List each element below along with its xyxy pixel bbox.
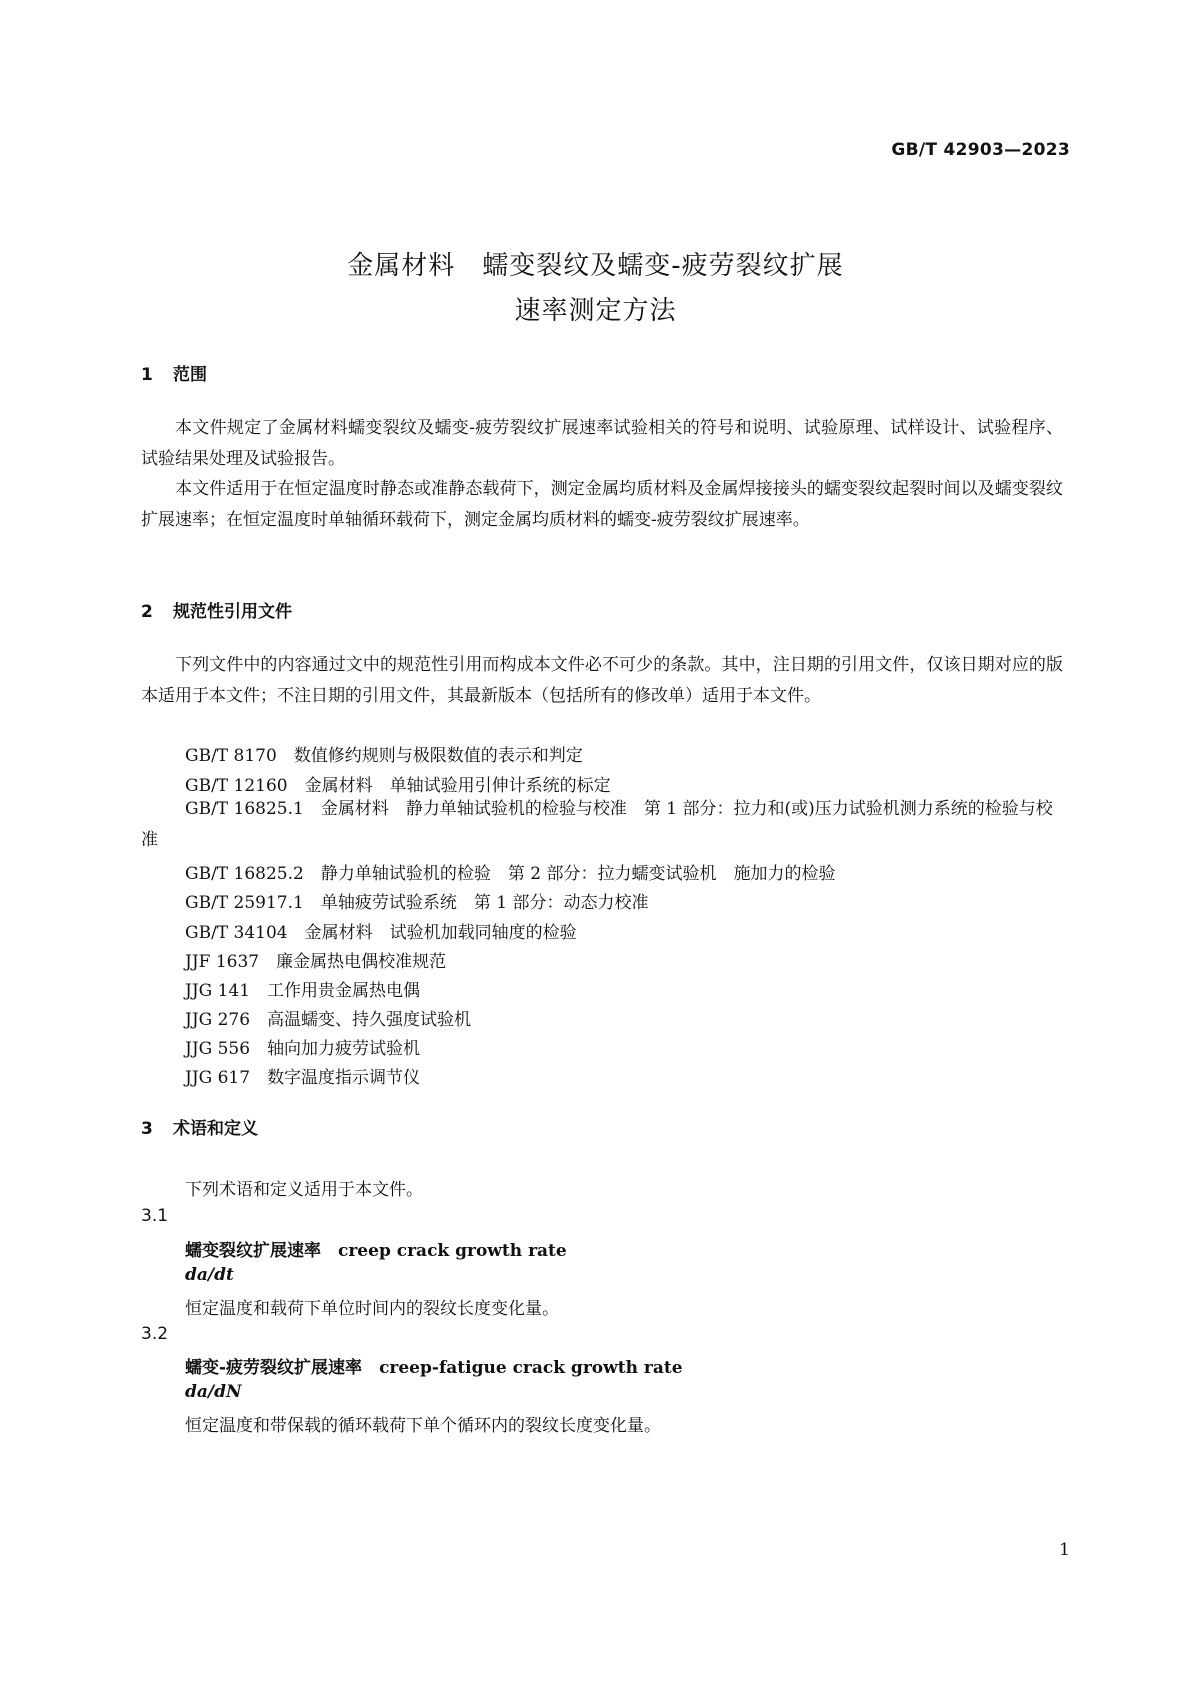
section-2-intro: 下列文件中的内容通过文中的规范性引用而构成本文件必不可少的条款。其中，注日期的引用文件，仅该日期对应的版本适用于本文件；不注日期的引用文件，其最新版本（包括所有的修改单）适用于本文件。 bbox=[141, 655, 1063, 706]
reference-title: 轴向加力疲劳试验机 bbox=[267, 1039, 421, 1059]
document-title-line-2: 速率测定方法 bbox=[514, 296, 677, 326]
reference-code: GB/T 25917.1 bbox=[185, 893, 304, 913]
reference-code: GB/T 8170 bbox=[185, 746, 277, 766]
term-symbol: da/dN bbox=[185, 1382, 242, 1402]
reference-item bbox=[185, 918, 577, 943]
reference-title: 金属材料 试验机加载同轴度的检验 bbox=[304, 923, 577, 943]
reference-code: JJG 556 bbox=[185, 1039, 251, 1059]
reference-title: 工作用贵金属热电偶 bbox=[267, 981, 421, 1001]
term-name-zh: 蠕变裂纹扩展速率 bbox=[185, 1241, 321, 1261]
section-number: 3 bbox=[141, 1119, 153, 1139]
reference-code: JJF 1637 bbox=[185, 952, 260, 972]
reference-code: JJG 617 bbox=[185, 1068, 251, 1088]
section-1-heading bbox=[141, 360, 207, 385]
term-definition: 恒定温度和带保载的循环载荷下单个循环内的裂纹长度变化量。 bbox=[185, 1416, 661, 1436]
reference-title: 金属材料 单轴试验用引伸计系统的标定 bbox=[304, 776, 611, 796]
term-name-en: creep crack growth rate bbox=[338, 1241, 567, 1261]
term-definition: 恒定温度和载荷下单位时间内的裂纹长度变化量。 bbox=[185, 1299, 559, 1319]
reference-title: 单轴疲劳试验系统 第 1 部分：动态力校准 bbox=[320, 893, 649, 913]
reference-code: GB/T 34104 bbox=[185, 923, 288, 943]
reference-item bbox=[141, 794, 1063, 855]
standard-number: GB/T 42903—2023 bbox=[891, 140, 1070, 160]
reference-code: GB/T 12160 bbox=[185, 776, 288, 796]
reference-item bbox=[185, 741, 583, 766]
term-name-zh: 蠕变-疲劳裂纹扩展速率 bbox=[185, 1358, 363, 1378]
reference-item bbox=[185, 888, 648, 913]
reference-title: 廉金属热电偶校准规范 bbox=[276, 952, 447, 972]
reference-item bbox=[185, 1034, 420, 1059]
section-title: 范围 bbox=[173, 365, 207, 385]
section-2-heading bbox=[141, 597, 292, 622]
section-title: 术语和定义 bbox=[173, 1119, 258, 1139]
reference-item bbox=[185, 771, 611, 796]
reference-item bbox=[185, 1063, 420, 1088]
reference-code: JJG 141 bbox=[185, 981, 251, 1001]
section-1-paragraph-2: 本文件适用于在恒定温度时静态或准静态载荷下，测定金属均质材料及金属焊接接头的蠕变裂纹起裂时间以及蠕变裂纹扩展速率；在恒定温度时单轴循环载荷下，测定金属均质材料的蠕变-疲劳裂纹扩展速率。 bbox=[141, 479, 1063, 530]
term-name bbox=[185, 1236, 567, 1261]
term-number: 3.1 bbox=[141, 1206, 169, 1226]
reference-item bbox=[185, 1005, 471, 1030]
section-number: 2 bbox=[141, 602, 153, 622]
reference-code: GB/T 16825.2 bbox=[185, 864, 304, 884]
reference-item bbox=[185, 947, 446, 972]
reference-title: 数字温度指示调节仪 bbox=[267, 1068, 421, 1088]
reference-code: GB/T 16825.1 bbox=[185, 799, 304, 819]
reference-item bbox=[185, 859, 835, 884]
term-name-en: creep-fatigue crack growth rate bbox=[379, 1358, 683, 1378]
term-name bbox=[185, 1353, 683, 1378]
reference-title: 数值修约规则与极限数值的表示和判定 bbox=[293, 746, 583, 766]
reference-code: JJG 276 bbox=[185, 1010, 251, 1030]
document-title-line-1: 金属材料 蠕变裂纹及蠕变-疲劳裂纹扩展 bbox=[347, 251, 844, 281]
term-number: 3.2 bbox=[141, 1324, 169, 1344]
reference-title: 金属材料 静力单轴试验机的检验与校准 第 1 部分：拉力和(或)压力试验机测力系统的检验与校准 bbox=[141, 799, 1053, 850]
section-number: 1 bbox=[141, 365, 153, 385]
section-3-intro: 下列术语和定义适用于本文件。 bbox=[185, 1180, 423, 1200]
page-number: 1 bbox=[1059, 1540, 1070, 1560]
term-symbol: da/dt bbox=[185, 1265, 234, 1285]
reference-item bbox=[185, 976, 420, 1001]
reference-title: 静力单轴试验机的检验 第 2 部分：拉力蠕变试验机 施加力的检验 bbox=[320, 864, 836, 884]
section-1-paragraph-1: 本文件规定了金属材料蠕变裂纹及蠕变-疲劳裂纹扩展速率试验相关的符号和说明、试验原理、试样设计、试验程序、试验结果处理及试验报告。 bbox=[141, 418, 1063, 469]
reference-title: 高温蠕变、持久强度试验机 bbox=[267, 1010, 472, 1030]
section-title: 规范性引用文件 bbox=[173, 602, 292, 622]
section-3-heading bbox=[141, 1114, 258, 1139]
